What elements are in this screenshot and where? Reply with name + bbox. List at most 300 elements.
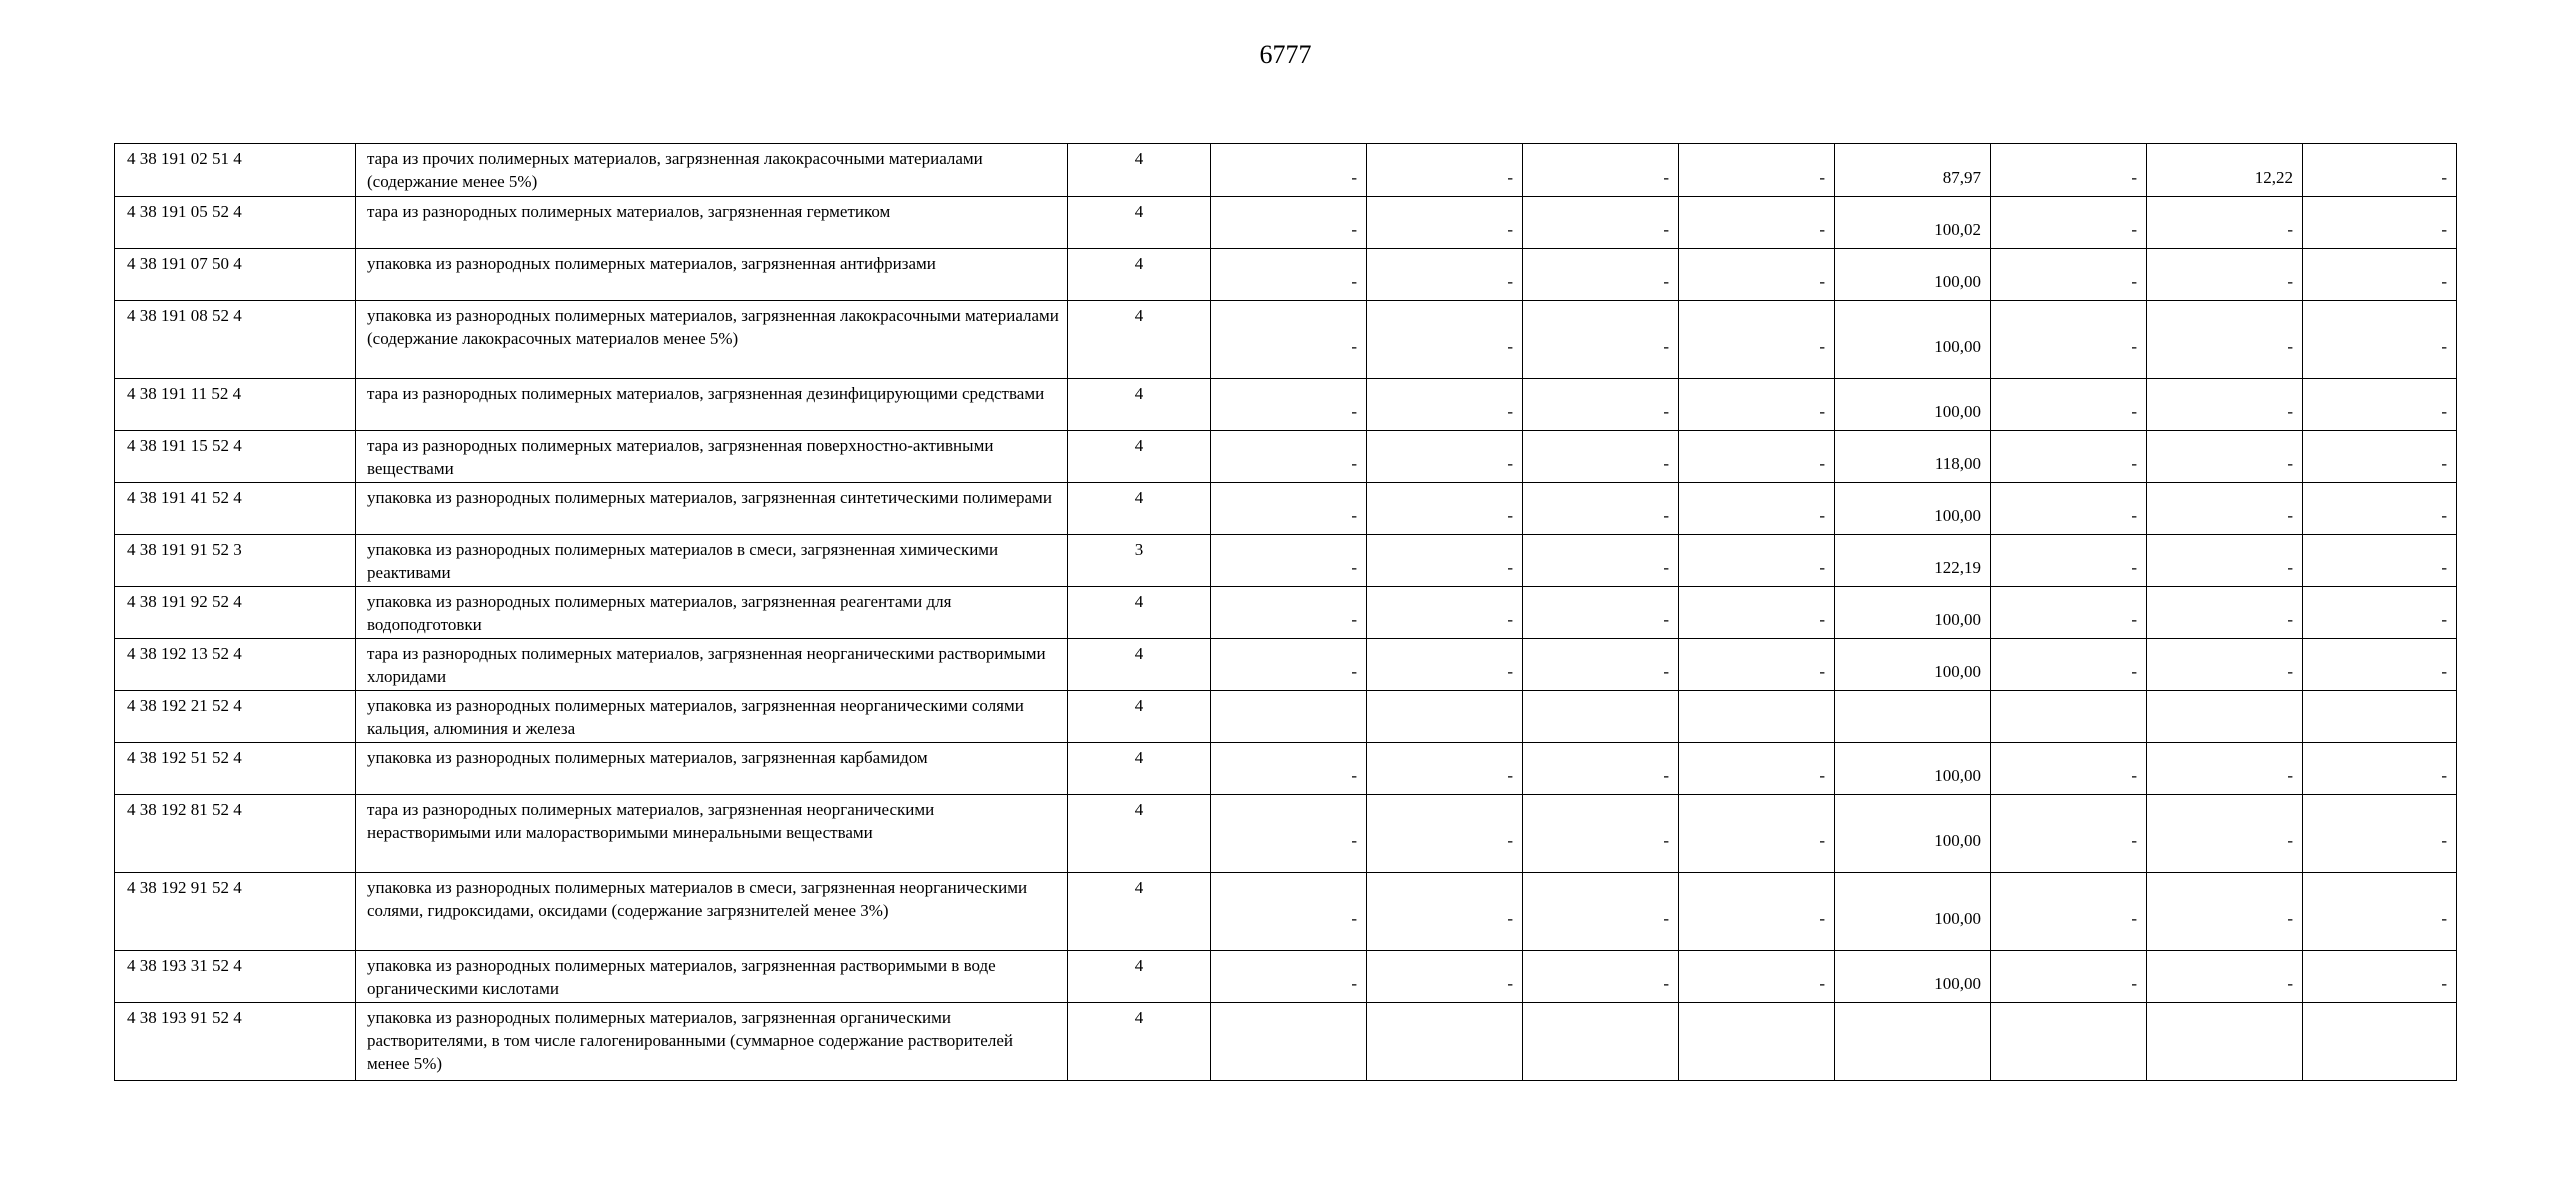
value-text: - bbox=[1351, 337, 1357, 356]
value-cell bbox=[2147, 379, 2303, 431]
value-text: - bbox=[1507, 766, 1513, 785]
value-cell bbox=[1211, 535, 1367, 587]
value-cell bbox=[1367, 249, 1523, 301]
waste-code-cell: 4 38 192 51 52 4 bbox=[115, 743, 356, 795]
value-cell bbox=[2147, 873, 2303, 951]
value-text: 118,00 bbox=[1934, 454, 1981, 473]
value-cell bbox=[1991, 379, 2147, 431]
value-cell bbox=[1991, 1003, 2147, 1081]
hazard-class-cell: 4 bbox=[1068, 301, 1211, 379]
value-text: - bbox=[2287, 337, 2293, 356]
value-text: - bbox=[1351, 831, 1357, 850]
waste-name-cell: упаковка из разнородных полимерных материалов, загрязненная реагентами для водоподготовки bbox=[356, 587, 1068, 639]
waste-name-cell: упаковка из разнородных полимерных материалов, загрязненная лакокрасочными материалами (содержание лакокрасочных материалов менее 5%) bbox=[356, 301, 1068, 379]
value-cell bbox=[2303, 639, 2457, 691]
value-cell bbox=[1523, 795, 1679, 873]
value-text: - bbox=[2287, 610, 2293, 629]
value-cell bbox=[2147, 144, 2303, 197]
value-cell bbox=[1835, 795, 1991, 873]
waste-name-cell: тара из разнородных полимерных материалов, загрязненная неорганическими растворимыми хлоридами bbox=[356, 639, 1068, 691]
value-cell bbox=[1367, 587, 1523, 639]
value-cell bbox=[2147, 483, 2303, 535]
value-cell bbox=[1679, 301, 1835, 379]
value-cell bbox=[1523, 144, 1679, 197]
value-cell bbox=[1367, 873, 1523, 951]
value-cell bbox=[1211, 951, 1367, 1003]
value-cell bbox=[1991, 431, 2147, 483]
value-text: - bbox=[1663, 167, 1669, 187]
value-text: - bbox=[2131, 831, 2137, 850]
value-cell bbox=[1211, 873, 1367, 951]
value-cell bbox=[1523, 691, 1679, 743]
value-cell bbox=[1991, 249, 2147, 301]
value-text: - bbox=[1819, 402, 1825, 421]
value-text: 100,00 bbox=[1934, 506, 1981, 525]
value-cell bbox=[1835, 197, 1991, 249]
value-cell bbox=[1367, 691, 1523, 743]
waste-name-cell: тара из прочих полимерных материалов, загрязненная лакокрасочными материалами (содержание менее 5%) bbox=[356, 144, 1068, 197]
value-cell bbox=[1835, 144, 1991, 197]
value-cell bbox=[1367, 951, 1523, 1003]
value-text: - bbox=[1819, 766, 1825, 785]
value-cell bbox=[1211, 249, 1367, 301]
value-cell bbox=[1991, 743, 2147, 795]
value-text: - bbox=[2131, 766, 2137, 785]
value-cell bbox=[2147, 431, 2303, 483]
value-text: - bbox=[2287, 454, 2293, 473]
value-cell bbox=[1835, 483, 1991, 535]
value-cell bbox=[1835, 743, 1991, 795]
hazard-class-cell: 4 bbox=[1068, 483, 1211, 535]
value-cell bbox=[2303, 743, 2457, 795]
value-cell bbox=[1523, 639, 1679, 691]
value-text: - bbox=[2131, 402, 2137, 421]
value-cell bbox=[2303, 249, 2457, 301]
value-text: - bbox=[1663, 974, 1669, 993]
value-text: - bbox=[2131, 662, 2137, 681]
value-cell bbox=[1835, 873, 1991, 951]
value-text: - bbox=[1507, 272, 1513, 291]
table-row bbox=[115, 951, 2457, 1003]
value-text: - bbox=[1507, 402, 1513, 421]
value-cell bbox=[1679, 144, 1835, 197]
value-text: - bbox=[1663, 220, 1669, 239]
value-text: - bbox=[2131, 337, 2137, 356]
value-text: - bbox=[2131, 974, 2137, 993]
value-cell bbox=[1991, 483, 2147, 535]
value-cell bbox=[1523, 743, 1679, 795]
value-cell bbox=[1679, 873, 1835, 951]
value-text: - bbox=[2287, 662, 2293, 681]
value-cell bbox=[2303, 587, 2457, 639]
value-cell bbox=[2303, 873, 2457, 951]
value-cell bbox=[1523, 951, 1679, 1003]
value-cell bbox=[1835, 301, 1991, 379]
value-text: 100,00 bbox=[1934, 402, 1981, 421]
value-text: - bbox=[1351, 766, 1357, 785]
value-text: - bbox=[1507, 610, 1513, 629]
value-text: 100,00 bbox=[1934, 337, 1981, 356]
value-cell bbox=[1835, 951, 1991, 1003]
waste-code-cell: 4 38 193 91 52 4 bbox=[115, 1003, 356, 1081]
value-cell bbox=[1679, 691, 1835, 743]
hazard-class-cell: 4 bbox=[1068, 691, 1211, 743]
value-cell bbox=[1211, 379, 1367, 431]
value-text: - bbox=[1663, 402, 1669, 421]
value-text: - bbox=[2131, 610, 2137, 629]
value-text: - bbox=[2441, 831, 2447, 850]
value-cell bbox=[1367, 197, 1523, 249]
value-text: - bbox=[2131, 272, 2137, 291]
value-text: - bbox=[1663, 610, 1669, 629]
value-cell bbox=[1523, 249, 1679, 301]
value-cell bbox=[1367, 1003, 1523, 1081]
value-cell bbox=[1367, 795, 1523, 873]
value-cell bbox=[1679, 379, 1835, 431]
value-text: - bbox=[1819, 974, 1825, 993]
value-text: 100,00 bbox=[1934, 766, 1981, 785]
table-row bbox=[115, 691, 2457, 743]
waste-code-cell: 4 38 191 91 52 3 bbox=[115, 535, 356, 587]
value-text: - bbox=[2287, 831, 2293, 850]
value-cell bbox=[1679, 743, 1835, 795]
value-text: - bbox=[2131, 558, 2137, 577]
value-cell bbox=[2147, 951, 2303, 1003]
value-text: 12,22 bbox=[2254, 167, 2293, 187]
value-cell bbox=[1523, 301, 1679, 379]
value-text: - bbox=[1663, 558, 1669, 577]
value-cell bbox=[1835, 639, 1991, 691]
value-cell bbox=[1991, 144, 2147, 197]
waste-name-cell: тара из разнородных полимерных материалов, загрязненная неорганическими нерастворимыми или малорастворимыми минеральными веществами bbox=[356, 795, 1068, 873]
value-text: - bbox=[2441, 454, 2447, 473]
value-cell bbox=[2303, 691, 2457, 743]
value-cell bbox=[1679, 249, 1835, 301]
table-row bbox=[115, 301, 2457, 379]
value-text: 122,19 bbox=[1934, 558, 1981, 577]
hazard-class-cell: 4 bbox=[1068, 249, 1211, 301]
value-text: - bbox=[1507, 167, 1513, 187]
value-cell bbox=[1523, 379, 1679, 431]
value-cell bbox=[2147, 587, 2303, 639]
value-cell bbox=[1211, 1003, 1367, 1081]
value-text: - bbox=[1507, 558, 1513, 577]
value-text: - bbox=[1507, 662, 1513, 681]
value-text: - bbox=[2131, 167, 2137, 187]
value-cell bbox=[2303, 197, 2457, 249]
value-cell bbox=[2147, 743, 2303, 795]
value-cell bbox=[2147, 795, 2303, 873]
table-row bbox=[115, 249, 2457, 301]
value-text: - bbox=[2441, 974, 2447, 993]
table-body bbox=[115, 144, 2457, 1081]
waste-name-cell: упаковка из разнородных полимерных материалов, загрязненная неорганическими солями кальция, алюминия и железа bbox=[356, 691, 1068, 743]
value-cell bbox=[1991, 873, 2147, 951]
value-text: 100,00 bbox=[1934, 909, 1981, 928]
value-text: - bbox=[2441, 558, 2447, 577]
value-text: - bbox=[1663, 337, 1669, 356]
value-cell bbox=[1523, 535, 1679, 587]
value-text: - bbox=[1351, 402, 1357, 421]
value-text: 100,00 bbox=[1934, 662, 1981, 681]
waste-code-cell: 4 38 192 91 52 4 bbox=[115, 873, 356, 951]
value-text: - bbox=[1663, 909, 1669, 928]
value-text: - bbox=[1351, 610, 1357, 629]
value-text: 100,00 bbox=[1934, 610, 1981, 629]
value-text: - bbox=[1663, 662, 1669, 681]
waste-code-cell: 4 38 191 02 51 4 bbox=[115, 144, 356, 197]
value-text: - bbox=[1507, 831, 1513, 850]
value-cell bbox=[1835, 535, 1991, 587]
value-text: 100,00 bbox=[1934, 831, 1981, 850]
table-row bbox=[115, 197, 2457, 249]
table-row bbox=[115, 1003, 2457, 1081]
value-cell bbox=[1679, 951, 1835, 1003]
value-text: - bbox=[1507, 506, 1513, 525]
value-text: - bbox=[1663, 766, 1669, 785]
waste-name-cell: упаковка из разнородных полимерных материалов, загрязненная антифризами bbox=[356, 249, 1068, 301]
value-cell bbox=[1835, 431, 1991, 483]
value-cell bbox=[1367, 301, 1523, 379]
value-text: - bbox=[2441, 272, 2447, 291]
value-cell bbox=[1991, 795, 2147, 873]
value-text: 100,00 bbox=[1934, 272, 1981, 291]
waste-name-cell: упаковка из разнородных полимерных материалов, загрязненная растворимыми в воде органическими кислотами bbox=[356, 951, 1068, 1003]
waste-table bbox=[114, 143, 2457, 1081]
value-cell bbox=[1991, 197, 2147, 249]
value-cell bbox=[2303, 144, 2457, 197]
hazard-class-cell: 4 bbox=[1068, 379, 1211, 431]
value-cell bbox=[1991, 587, 2147, 639]
value-text: - bbox=[1351, 662, 1357, 681]
value-cell bbox=[1211, 431, 1367, 483]
value-text: - bbox=[1351, 167, 1357, 187]
value-cell bbox=[1211, 639, 1367, 691]
waste-code-cell: 4 38 191 08 52 4 bbox=[115, 301, 356, 379]
value-cell bbox=[2147, 691, 2303, 743]
value-cell bbox=[1367, 639, 1523, 691]
waste-name-cell: упаковка из разнородных полимерных материалов, загрязненная синтетическими полимерами bbox=[356, 483, 1068, 535]
value-text: - bbox=[1663, 506, 1669, 525]
table-row bbox=[115, 639, 2457, 691]
value-cell bbox=[1991, 301, 2147, 379]
value-cell bbox=[1835, 249, 1991, 301]
value-cell bbox=[1679, 197, 1835, 249]
value-cell bbox=[1991, 639, 2147, 691]
value-cell bbox=[1835, 379, 1991, 431]
value-text: - bbox=[2287, 909, 2293, 928]
table-row bbox=[115, 431, 2457, 483]
value-text: - bbox=[1819, 272, 1825, 291]
value-cell bbox=[1211, 691, 1367, 743]
value-text: - bbox=[2287, 402, 2293, 421]
waste-code-cell: 4 38 191 11 52 4 bbox=[115, 379, 356, 431]
value-text: - bbox=[1351, 909, 1357, 928]
waste-code-cell: 4 38 191 05 52 4 bbox=[115, 197, 356, 249]
value-text: - bbox=[2441, 506, 2447, 525]
value-text: - bbox=[2131, 506, 2137, 525]
value-cell bbox=[1211, 483, 1367, 535]
value-cell bbox=[1523, 1003, 1679, 1081]
waste-code-cell: 4 38 191 92 52 4 bbox=[115, 587, 356, 639]
waste-code-cell: 4 38 192 21 52 4 bbox=[115, 691, 356, 743]
value-text: - bbox=[1351, 454, 1357, 473]
value-text: - bbox=[1507, 337, 1513, 356]
value-cell bbox=[2303, 535, 2457, 587]
value-cell bbox=[2147, 639, 2303, 691]
value-text: - bbox=[1819, 337, 1825, 356]
value-cell bbox=[2303, 431, 2457, 483]
hazard-class-cell: 4 bbox=[1068, 144, 1211, 197]
value-cell bbox=[1523, 873, 1679, 951]
value-cell bbox=[1679, 1003, 1835, 1081]
waste-code-cell: 4 38 193 31 52 4 bbox=[115, 951, 356, 1003]
value-cell bbox=[2303, 379, 2457, 431]
value-cell bbox=[2303, 1003, 2457, 1081]
value-text: - bbox=[2287, 766, 2293, 785]
value-text: - bbox=[2131, 909, 2137, 928]
value-cell bbox=[1211, 144, 1367, 197]
hazard-class-cell: 4 bbox=[1068, 873, 1211, 951]
value-cell bbox=[1211, 197, 1367, 249]
value-cell bbox=[1835, 587, 1991, 639]
value-text: - bbox=[1819, 662, 1825, 681]
value-cell bbox=[2147, 249, 2303, 301]
value-text: - bbox=[2441, 909, 2447, 928]
waste-name-cell: упаковка из разнородных полимерных материалов, загрязненная карбамидом bbox=[356, 743, 1068, 795]
hazard-class-cell: 4 bbox=[1068, 431, 1211, 483]
value-cell bbox=[2303, 483, 2457, 535]
hazard-class-cell: 4 bbox=[1068, 587, 1211, 639]
value-cell bbox=[2303, 301, 2457, 379]
table-row bbox=[115, 873, 2457, 951]
value-cell bbox=[1679, 639, 1835, 691]
value-text: - bbox=[1351, 272, 1357, 291]
table-row bbox=[115, 743, 2457, 795]
value-cell bbox=[1367, 431, 1523, 483]
value-text: - bbox=[2441, 662, 2447, 681]
page-number: 6777 bbox=[1259, 40, 1312, 69]
value-cell bbox=[1991, 951, 2147, 1003]
value-text: - bbox=[2441, 220, 2447, 239]
value-cell bbox=[1523, 197, 1679, 249]
value-text: 100,02 bbox=[1934, 220, 1981, 239]
value-text: - bbox=[1351, 974, 1357, 993]
value-text: - bbox=[2441, 402, 2447, 421]
table-row bbox=[115, 483, 2457, 535]
value-cell bbox=[2147, 197, 2303, 249]
value-cell bbox=[1211, 587, 1367, 639]
value-cell bbox=[1367, 483, 1523, 535]
waste-name-cell: тара из разнородных полимерных материалов, загрязненная поверхностно-активными веществами bbox=[356, 431, 1068, 483]
value-cell bbox=[1991, 535, 2147, 587]
value-text: - bbox=[2131, 220, 2137, 239]
value-cell bbox=[1835, 691, 1991, 743]
table-row bbox=[115, 587, 2457, 639]
value-text: - bbox=[1663, 272, 1669, 291]
table-row bbox=[115, 795, 2457, 873]
value-cell bbox=[1367, 743, 1523, 795]
value-text: - bbox=[2287, 558, 2293, 577]
value-text: - bbox=[1819, 831, 1825, 850]
waste-table-container bbox=[114, 143, 2457, 1081]
waste-name-cell: тара из разнородных полимерных материалов, загрязненная дезинфицирующими средствами bbox=[356, 379, 1068, 431]
value-text: - bbox=[1507, 220, 1513, 239]
value-text: - bbox=[1663, 831, 1669, 850]
value-cell bbox=[1523, 483, 1679, 535]
value-text: 87,97 bbox=[1942, 167, 1981, 187]
value-cell bbox=[1211, 795, 1367, 873]
table-row bbox=[115, 535, 2457, 587]
value-text: - bbox=[1819, 220, 1825, 239]
value-text: - bbox=[1507, 454, 1513, 473]
value-text: - bbox=[2287, 272, 2293, 291]
hazard-class-cell: 4 bbox=[1068, 197, 1211, 249]
value-text: - bbox=[1351, 558, 1357, 577]
value-text: - bbox=[1351, 220, 1357, 239]
table-row bbox=[115, 144, 2457, 197]
value-cell bbox=[1679, 795, 1835, 873]
value-text: - bbox=[1819, 167, 1825, 187]
value-text: - bbox=[1663, 454, 1669, 473]
value-text: - bbox=[2287, 974, 2293, 993]
value-cell bbox=[1367, 144, 1523, 197]
waste-code-cell: 4 38 191 41 52 4 bbox=[115, 483, 356, 535]
waste-code-cell: 4 38 192 81 52 4 bbox=[115, 795, 356, 873]
value-cell bbox=[1991, 691, 2147, 743]
waste-name-cell: упаковка из разнородных полимерных материалов в смеси, загрязненная неорганическими солями, гидроксидами, оксидами (содержание загрязнителей менее 3%) bbox=[356, 873, 1068, 951]
waste-code-cell: 4 38 191 15 52 4 bbox=[115, 431, 356, 483]
waste-name-cell: упаковка из разнородных полимерных материалов в смеси, загрязненная химическими реактивами bbox=[356, 535, 1068, 587]
value-cell bbox=[2147, 301, 2303, 379]
value-cell bbox=[1679, 535, 1835, 587]
hazard-class-cell: 3 bbox=[1068, 535, 1211, 587]
hazard-class-cell: 4 bbox=[1068, 639, 1211, 691]
hazard-class-cell: 4 bbox=[1068, 795, 1211, 873]
value-text: - bbox=[1507, 974, 1513, 993]
value-cell bbox=[2147, 535, 2303, 587]
value-text: - bbox=[2287, 220, 2293, 239]
value-cell bbox=[1367, 379, 1523, 431]
hazard-class-cell: 4 bbox=[1068, 743, 1211, 795]
value-text: - bbox=[2441, 610, 2447, 629]
value-text: - bbox=[1819, 558, 1825, 577]
value-cell bbox=[2147, 1003, 2303, 1081]
value-cell bbox=[1679, 483, 1835, 535]
value-text: - bbox=[1351, 506, 1357, 525]
value-text: 100,00 bbox=[1934, 974, 1981, 993]
value-text: - bbox=[1819, 610, 1825, 629]
value-cell bbox=[1679, 431, 1835, 483]
waste-code-cell: 4 38 191 07 50 4 bbox=[115, 249, 356, 301]
value-text: - bbox=[2287, 506, 2293, 525]
value-cell bbox=[1523, 587, 1679, 639]
waste-code-cell: 4 38 192 13 52 4 bbox=[115, 639, 356, 691]
value-cell bbox=[1835, 1003, 1991, 1081]
value-text: - bbox=[1819, 909, 1825, 928]
value-text: - bbox=[1507, 909, 1513, 928]
value-cell bbox=[2303, 951, 2457, 1003]
value-text: - bbox=[2441, 167, 2447, 187]
hazard-class-cell: 4 bbox=[1068, 1003, 1211, 1081]
value-cell bbox=[2303, 795, 2457, 873]
value-text: - bbox=[2441, 337, 2447, 356]
value-text: - bbox=[2131, 454, 2137, 473]
waste-name-cell: упаковка из разнородных полимерных материалов, загрязненная органическими растворителями, в том числе галогенированными (суммарное содержание растворителей менее 5%) bbox=[356, 1003, 1068, 1081]
value-text: - bbox=[2441, 766, 2447, 785]
value-cell bbox=[1211, 301, 1367, 379]
value-cell bbox=[1211, 743, 1367, 795]
